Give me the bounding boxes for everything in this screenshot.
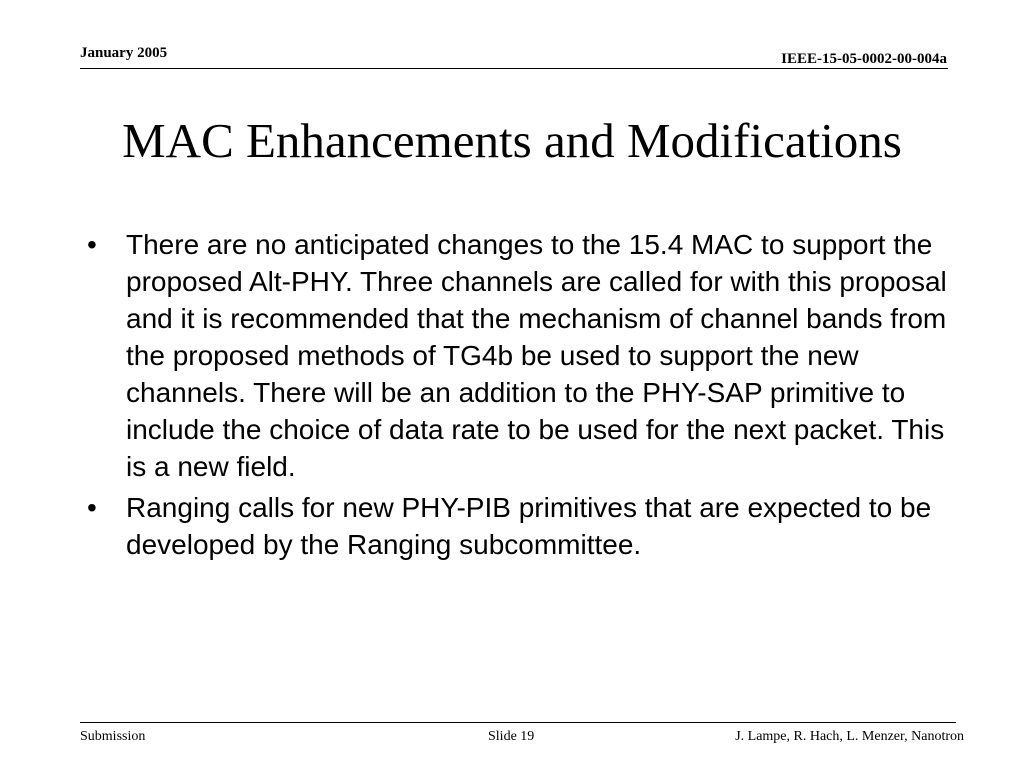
bullet-marker: • (87, 492, 97, 523)
bullet-text: Ranging calls for new PHY-PIB primitives that are expected to be developed by the Ranging subcommittee. (126, 492, 932, 560)
footer-authors: J. Lampe, R. Hach, L. Menzer, Nanotron (735, 729, 964, 744)
bullet-list (87, 226, 947, 567)
footer-divider (80, 722, 956, 723)
header-divider (80, 68, 948, 69)
bullet-item (87, 226, 947, 485)
footer-submission: Submission (80, 729, 146, 744)
slide-title: MAC Enhancements and Modifications (122, 113, 902, 168)
bullet-item (87, 489, 947, 563)
bullet-text: There are no anticipated changes to the 15.4 MAC to support the proposed Alt-PHY. Three channels are called for with this proposal and it is recommended that the mechanism of channel bands from the proposed methods of TG4b be used to support the new channels. There will be an addition to the PHY-SAP primitive to include the choice of data rate to be used for the next packet. This is a new field. (126, 229, 947, 482)
footer-slide-number: Slide 19 (488, 729, 535, 744)
header-doc-id: IEEE-15-05-0002-00-004a (781, 51, 947, 67)
header-date: January 2005 (80, 45, 168, 61)
bullet-marker: • (87, 229, 97, 260)
